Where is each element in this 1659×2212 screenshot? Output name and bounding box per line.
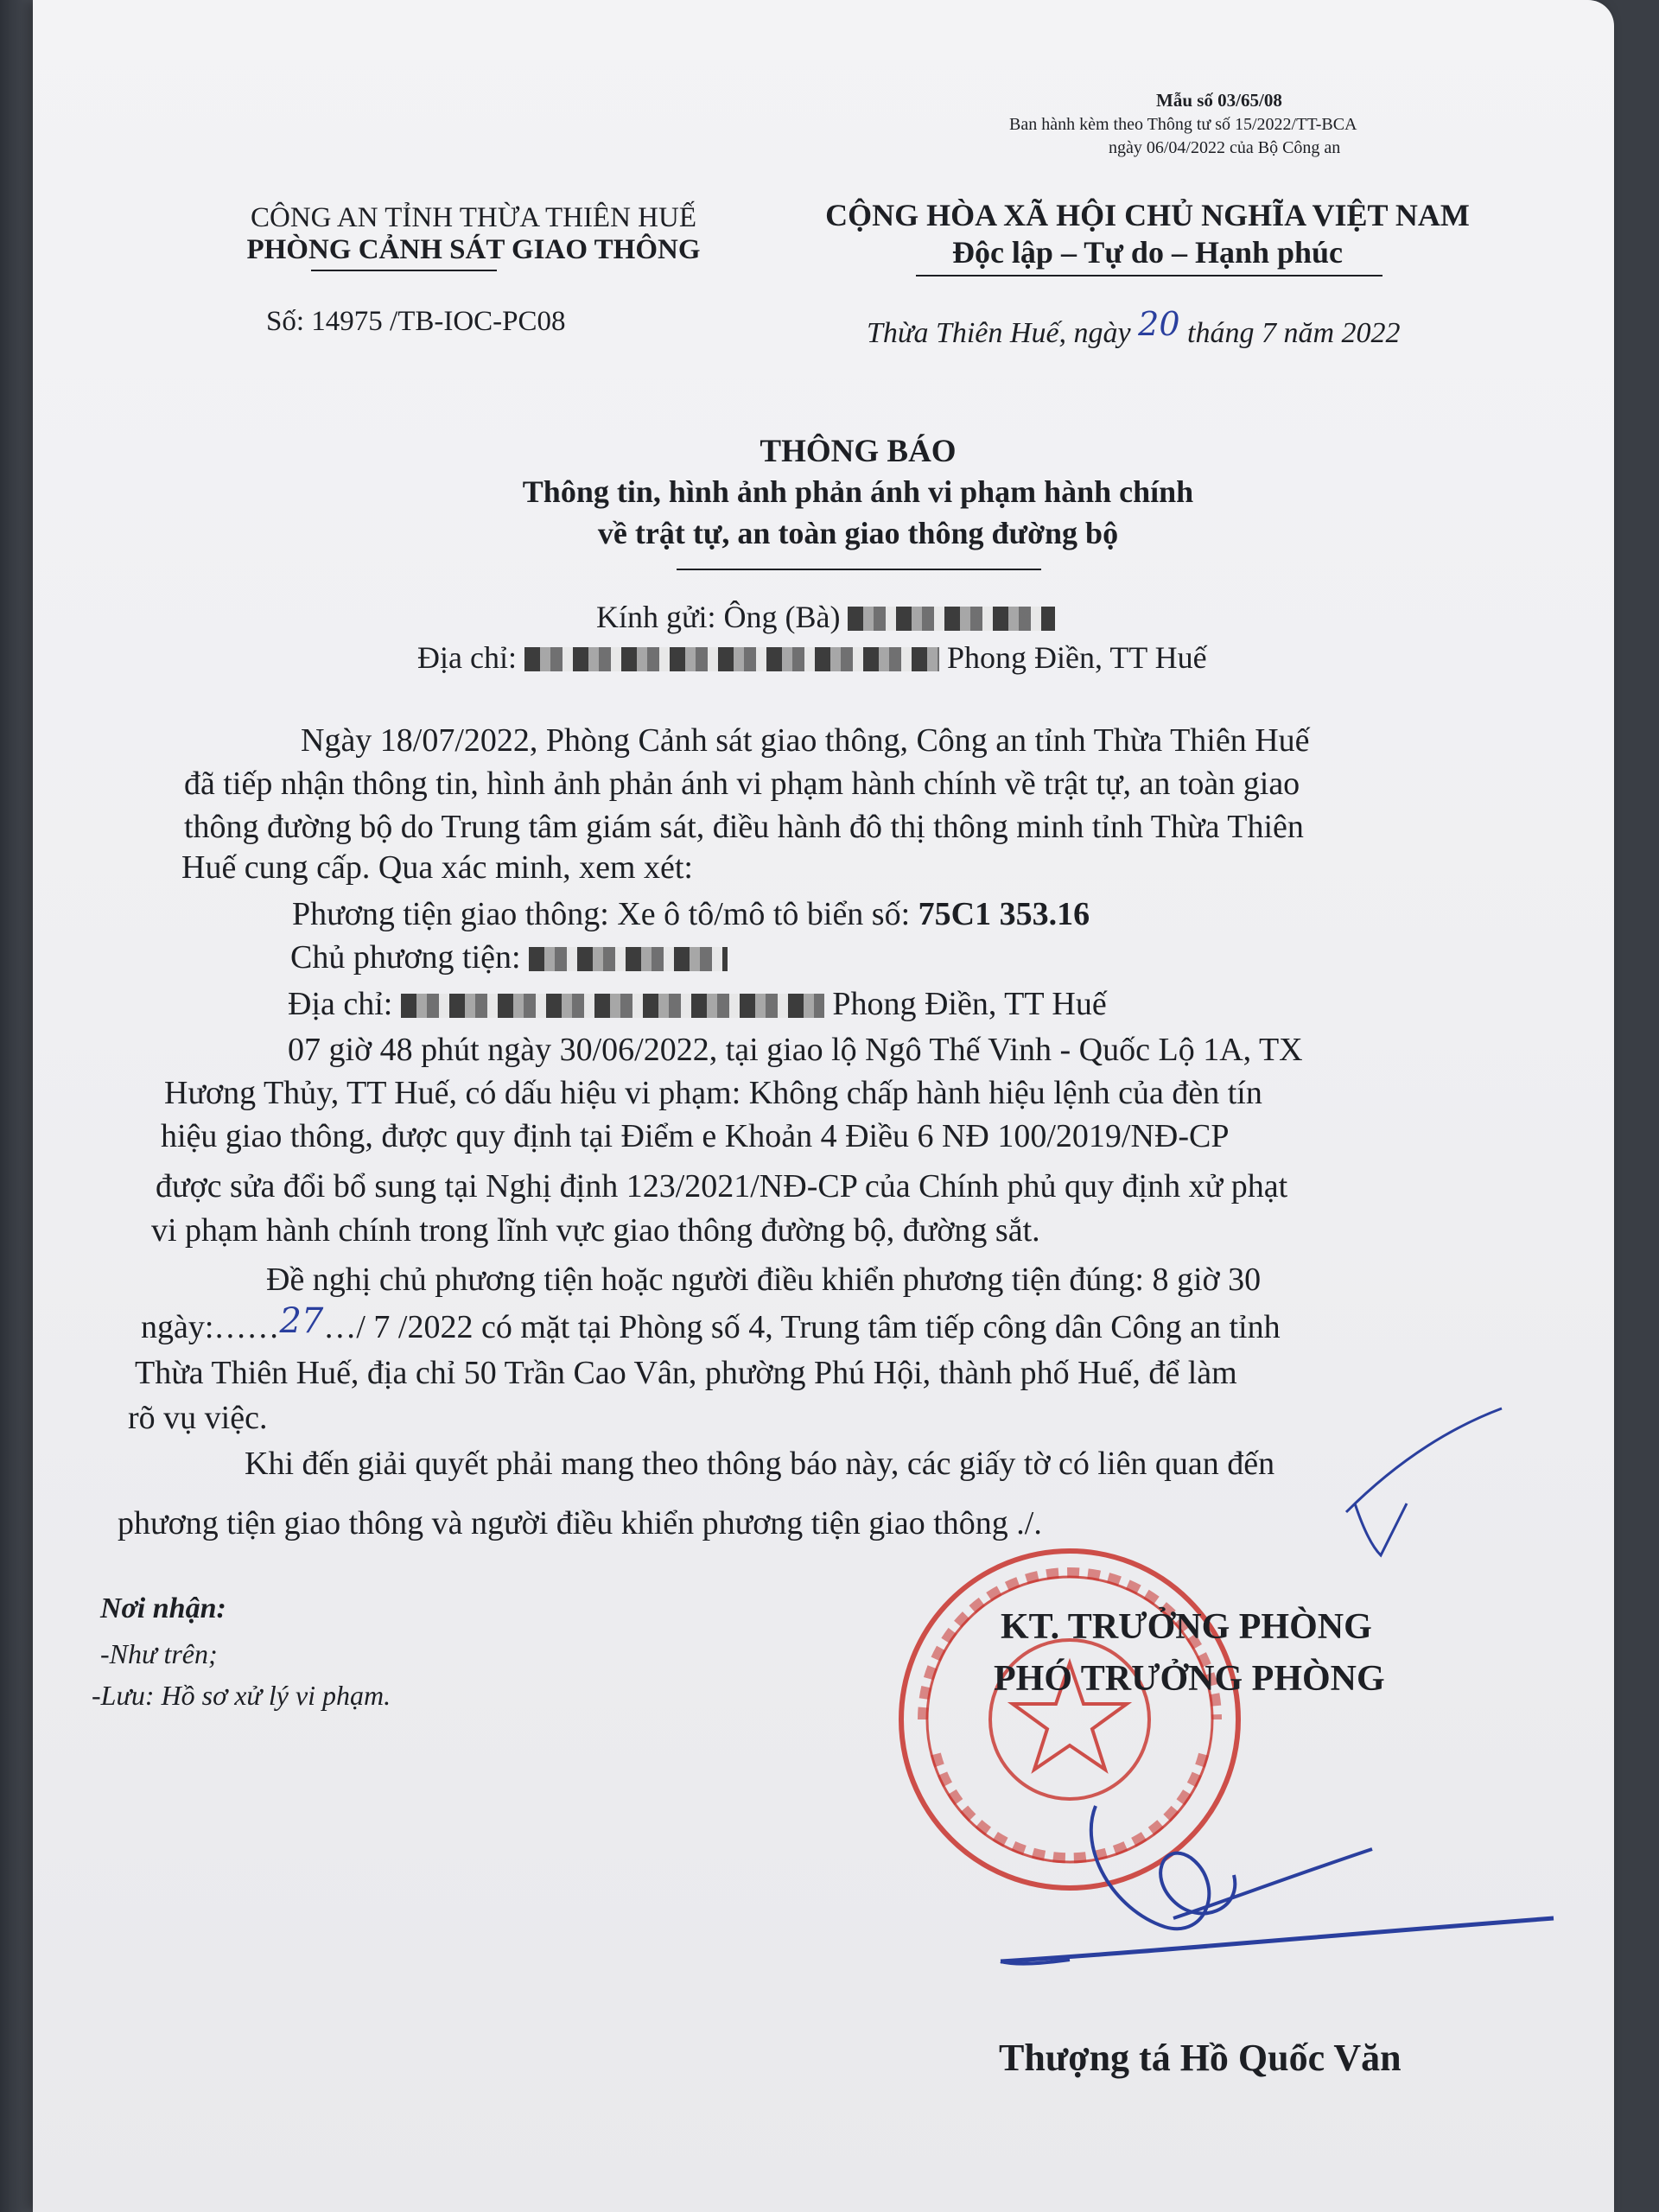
document-title: THÔNG BÁO xyxy=(760,434,957,469)
paragraph-4-line-2: phương tiện giao thông và người điều khiển phương tiện giao thông ./. xyxy=(118,1505,1042,1541)
redacted-owner-address xyxy=(401,994,824,1018)
paragraph-1-line-4: Huế cung cấp. Qua xác minh, xem xét: xyxy=(181,849,693,886)
paragraph-3-line-3: Thừa Thiên Huế, địa chỉ 50 Trần Cao Vân, phường Phú Hội, thành phố Huế, để làm xyxy=(135,1355,1237,1391)
handwritten-signature-icon xyxy=(966,1780,1571,1987)
owner-address-line: Địa chỉ: Phong Điền, TT Huế xyxy=(288,986,1107,1022)
recipients-line-2: -Lưu: Hồ sơ xử lý vi phạm. xyxy=(92,1680,391,1711)
agency-name: CÔNG AN TỈNH THỪA THIÊN HUẾ xyxy=(250,202,696,233)
paragraph-2-line-5: vi phạm hành chính trong lĩnh vực giao thông đường bộ, đường sắt. xyxy=(151,1212,1040,1249)
document-subtitle-line2: về trật tự, an toàn giao thông đường bộ xyxy=(597,516,1119,550)
owner-line: Chủ phương tiện: xyxy=(290,941,728,974)
paragraph-1-line-1: Ngày 18/07/2022, Phòng Cảnh sát giao thông, Công an tỉnh Thừa Thiên Huế xyxy=(301,722,1310,759)
paragraph-3-line-1: Đề nghị chủ phương tiện hoặc người điều khiển phương tiện đúng: 8 giờ 30 xyxy=(266,1262,1262,1298)
paragraph-2-line-2: Hương Thủy, TT Huế, có dấu hiệu vi phạm: Không chấp hành hiệu lệnh của đèn tín xyxy=(164,1075,1262,1111)
recipient-address: Địa chỉ: Phong Điền, TT Huế xyxy=(417,640,1207,675)
signature-title-2: PHÓ TRƯỞNG PHÒNG xyxy=(994,1659,1385,1699)
department-name: PHÒNG CẢNH SÁT GIAO THÔNG xyxy=(246,234,701,265)
handwritten-day: 20 xyxy=(1138,305,1180,343)
license-plate: 75C1 353.16 xyxy=(918,896,1090,932)
nation-motto: Độc lập – Tự do – Hạnh phúc xyxy=(951,235,1344,270)
document-number: Số: 14975 /TB-IOC-PC08 xyxy=(266,306,566,337)
redacted-address xyxy=(524,647,939,671)
paragraph-2-line-4: được sửa đổi bổ sung tại Nghị định 123/2021/NĐ-CP của Chính phủ quy định xử phạt xyxy=(156,1168,1288,1205)
paragraph-3-line-4: rõ vụ việc. xyxy=(128,1400,268,1436)
motto-underline xyxy=(916,275,1382,276)
recipients-heading: Nơi nhận: xyxy=(100,1592,226,1624)
form-number: Mẫu số 03/65/08 xyxy=(1156,90,1282,111)
paragraph-4-line-1: Khi đến giải quyết phải mang theo thông báo này, các giấy tờ có liên quan đến xyxy=(245,1446,1275,1482)
title-underline xyxy=(677,569,1041,570)
signer-name: Thượng tá Hồ Quốc Văn xyxy=(999,2037,1402,2079)
vehicle-line: Phương tiện giao thông: Xe ô tô/mô tô biển số: 75C1 353.16 xyxy=(292,896,1090,932)
redacted-owner xyxy=(529,947,728,971)
recipients-line-1: -Như trên; xyxy=(100,1638,218,1669)
nation-name: CỘNG HÒA XÃ HỘI CHỦ NGHĨA VIỆT NAM xyxy=(825,198,1470,232)
handwritten-appointment-day: 27 xyxy=(279,1301,324,1341)
initial-mark-icon xyxy=(1329,1400,1519,1573)
recipient-greeting: Kính gửi: Ông (Bà) xyxy=(596,601,1055,632)
paragraph-2-line-3: hiệu giao thông, được quy định tại Điểm e Khoản 4 Điều 6 NĐ 100/2019/NĐ-CP xyxy=(161,1118,1230,1154)
agency-underline xyxy=(311,270,497,271)
paragraph-1-line-3: thông đường bộ do Trung tâm giám sát, điều hành đô thị thông minh tỉnh Thừa Thiên xyxy=(184,809,1304,845)
document-date: Thừa Thiên Huế, ngày 20 tháng 7 năm 2022 xyxy=(867,305,1401,349)
paragraph-1-line-2: đã tiếp nhận thông tin, hình ảnh phản ánh vi phạm hành chính về trật tự, an toàn giao xyxy=(184,766,1300,802)
form-issued-line2: ngày 06/04/2022 của Bộ Công an xyxy=(1109,138,1341,157)
document-page xyxy=(33,0,1614,2212)
signature-title-1: KT. TRƯỞNG PHÒNG xyxy=(1001,1607,1372,1647)
document-subtitle-line1: Thông tin, hình ảnh phản ánh vi phạm hành chính xyxy=(522,474,1194,509)
paragraph-3-line-2: ngày:……27…/ 7 /2022 có mặt tại Phòng số 4, Trung tâm tiếp công dân Công an tỉnh xyxy=(141,1301,1281,1345)
redacted-name xyxy=(848,607,1055,631)
form-issued-line1: Ban hành kèm theo Thông tư số 15/2022/TT-BCA xyxy=(1009,115,1357,134)
paragraph-2-line-1: 07 giờ 48 phút ngày 30/06/2022, tại giao lộ Ngô Thế Vinh - Quốc Lộ 1A, TX xyxy=(288,1032,1303,1068)
